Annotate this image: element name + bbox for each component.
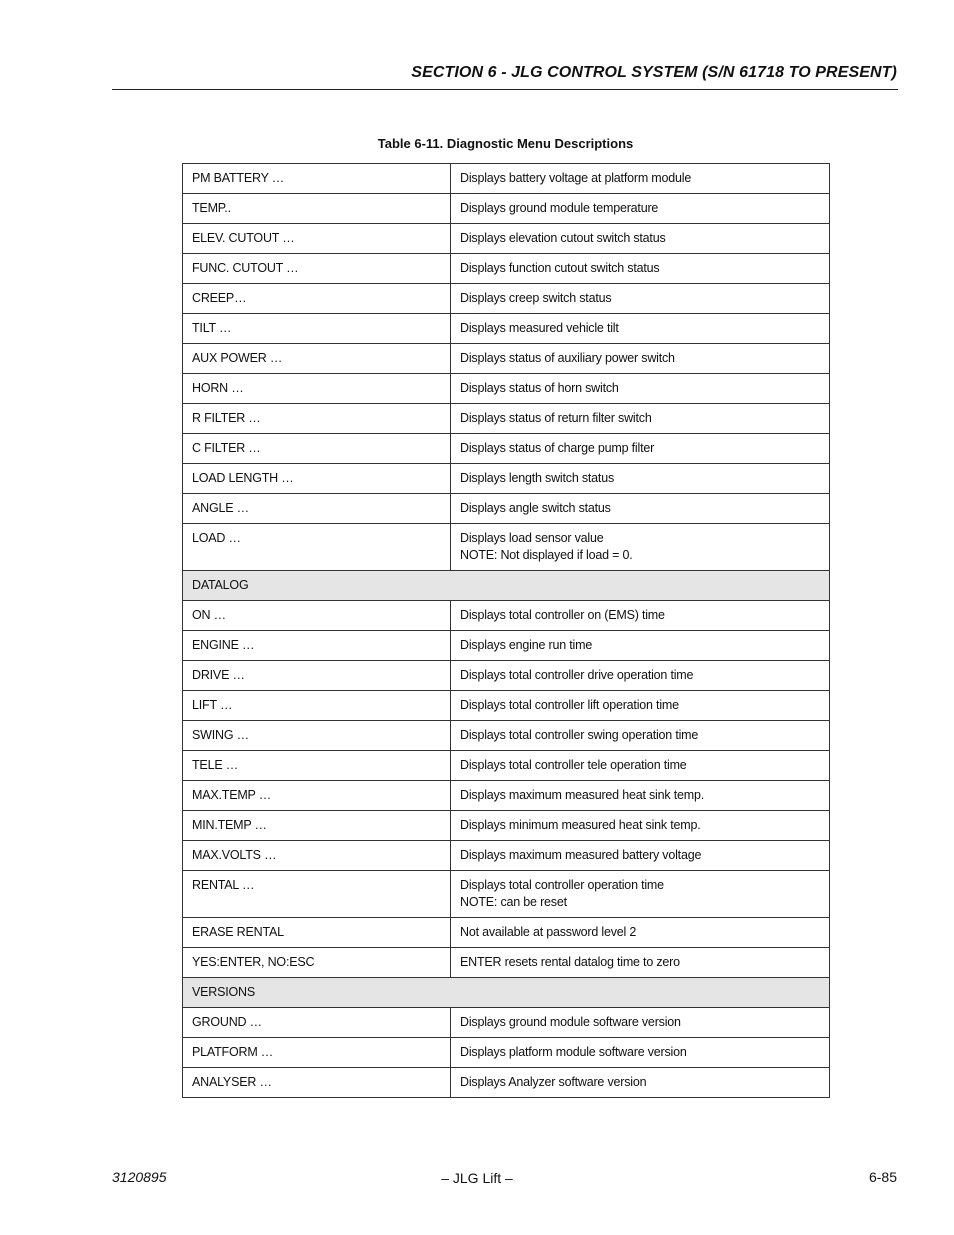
description-cell: Displays total controller drive operation time	[451, 661, 830, 691]
menu-item-cell: PLATFORM …	[183, 1038, 451, 1068]
description-cell: Displays total controller operation time NOTE: can be reset	[451, 871, 830, 918]
table-row	[183, 524, 830, 571]
menu-item-cell: AUX POWER …	[183, 344, 451, 374]
table-row	[183, 494, 830, 524]
description-cell: Displays elevation cutout switch status	[451, 224, 830, 254]
table-section-row	[183, 571, 830, 601]
section-title: SECTION 6 - JLG CONTROL SYSTEM (S/N 61718 TO PRESENT)	[411, 64, 897, 81]
description-cell: Displays angle switch status	[451, 494, 830, 524]
section-heading: VERSIONS	[183, 978, 830, 1008]
menu-item-cell: LOAD …	[183, 524, 451, 571]
description-cell: Displays measured vehicle tilt	[451, 314, 830, 344]
description-cell: Displays ground module software version	[451, 1008, 830, 1038]
table-row	[183, 464, 830, 494]
description-cell: Displays status of charge pump filter	[451, 434, 830, 464]
menu-item-cell: ELEV. CUTOUT …	[183, 224, 451, 254]
table-row	[183, 811, 830, 841]
description-cell: Displays platform module software version	[451, 1038, 830, 1068]
menu-item-cell: SWING …	[183, 721, 451, 751]
description-cell: Displays engine run time	[451, 631, 830, 661]
menu-item-cell: ERASE RENTAL	[183, 918, 451, 948]
menu-item-cell: TEMP..	[183, 194, 451, 224]
table-row	[183, 948, 830, 978]
header-rule	[112, 89, 898, 90]
table-title: Table 6-11. Diagnostic Menu Descriptions	[377, 136, 634, 151]
section-heading: DATALOG	[183, 571, 830, 601]
diagnostic-menu-table	[182, 163, 830, 1098]
table-row	[183, 404, 830, 434]
description-cell: Displays status of horn switch	[451, 374, 830, 404]
description-cell: Displays function cutout switch status	[451, 254, 830, 284]
description-cell: Displays total controller on (EMS) time	[451, 601, 830, 631]
description-cell: Displays maximum measured heat sink temp.	[451, 781, 830, 811]
description-cell: Displays total controller swing operation time	[451, 721, 830, 751]
menu-item-cell: LIFT …	[183, 691, 451, 721]
description-cell: Displays minimum measured heat sink temp.	[451, 811, 830, 841]
description-cell: Displays Analyzer software version	[451, 1068, 830, 1098]
table-row	[183, 1068, 830, 1098]
menu-item-cell: C FILTER …	[183, 434, 451, 464]
menu-item-cell: HORN …	[183, 374, 451, 404]
table-section-row	[183, 978, 830, 1008]
table-row	[183, 434, 830, 464]
menu-item-cell: ANALYSER …	[183, 1068, 451, 1098]
menu-item-cell: TILT …	[183, 314, 451, 344]
menu-item-cell: FUNC. CUTOUT …	[183, 254, 451, 284]
menu-item-cell: MAX.VOLTS …	[183, 841, 451, 871]
menu-item-cell: MIN.TEMP …	[183, 811, 451, 841]
description-cell: Not available at password level 2	[451, 918, 830, 948]
table-row	[183, 601, 830, 631]
description-cell: Displays ground module temperature	[451, 194, 830, 224]
table-row	[183, 254, 830, 284]
table-row	[183, 751, 830, 781]
table-row	[183, 631, 830, 661]
publisher-footer: – JLG Lift –	[441, 1170, 513, 1186]
description-cell: Displays creep switch status	[451, 284, 830, 314]
description-cell: Displays status of auxiliary power switch	[451, 344, 830, 374]
table-row	[183, 841, 830, 871]
table-row	[183, 284, 830, 314]
menu-item-cell: PM BATTERY …	[183, 164, 451, 194]
table-row	[183, 314, 830, 344]
description-cell: Displays battery voltage at platform module	[451, 164, 830, 194]
description-cell: ENTER resets rental datalog time to zero	[451, 948, 830, 978]
menu-item-cell: ON …	[183, 601, 451, 631]
table-row	[183, 374, 830, 404]
table-row	[183, 1008, 830, 1038]
table-row	[183, 164, 830, 194]
table-row	[183, 721, 830, 751]
menu-item-cell: TELE …	[183, 751, 451, 781]
table-row	[183, 224, 830, 254]
description-cell: Displays total controller tele operation time	[451, 751, 830, 781]
description-cell: Displays status of return filter switch	[451, 404, 830, 434]
description-cell: Displays length switch status	[451, 464, 830, 494]
description-cell: Displays total controller lift operation time	[451, 691, 830, 721]
menu-item-cell: CREEP…	[183, 284, 451, 314]
table-row	[183, 661, 830, 691]
table-row	[183, 691, 830, 721]
menu-item-cell: R FILTER …	[183, 404, 451, 434]
menu-item-cell: YES:ENTER, NO:ESC	[183, 948, 451, 978]
diagnostic-menu-table-body	[183, 164, 830, 1098]
table-row	[183, 1038, 830, 1068]
menu-item-cell: MAX.TEMP …	[183, 781, 451, 811]
table-row	[183, 918, 830, 948]
menu-item-cell: DRIVE …	[183, 661, 451, 691]
menu-item-cell: LOAD LENGTH …	[183, 464, 451, 494]
menu-item-cell: RENTAL …	[183, 871, 451, 918]
description-cell: Displays maximum measured battery voltage	[451, 841, 830, 871]
table-row	[183, 871, 830, 918]
menu-item-cell: ANGLE …	[183, 494, 451, 524]
menu-item-cell: ENGINE …	[183, 631, 451, 661]
table-row	[183, 344, 830, 374]
description-cell: Displays load sensor value NOTE: Not displayed if load = 0.	[451, 524, 830, 571]
table-row	[183, 194, 830, 224]
table-row	[183, 781, 830, 811]
page-number: 6-85	[868, 1169, 897, 1185]
menu-item-cell: GROUND …	[183, 1008, 451, 1038]
document-number: 3120895	[112, 1169, 167, 1185]
